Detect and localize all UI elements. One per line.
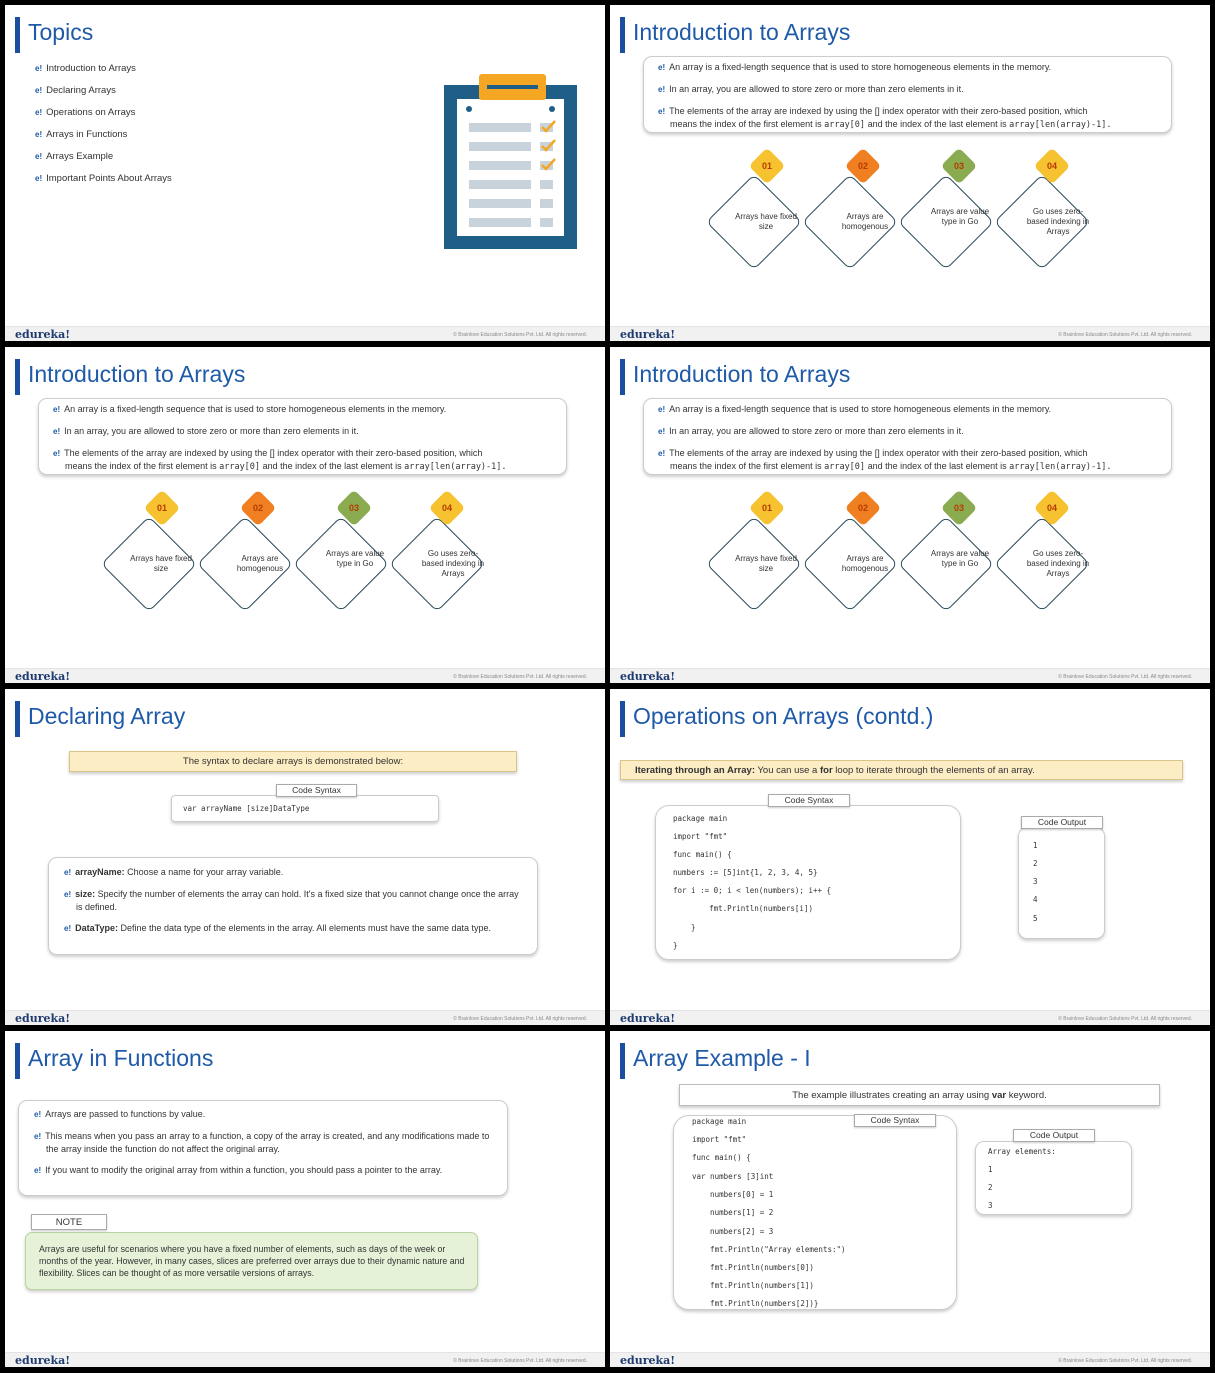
slide-topics (5, 5, 605, 341)
definition-item: e! size: Specify the number of elements the array can hold. It's a fixed size that you cannot change once the array is defined. (64, 889, 519, 912)
code-line: fmt.Println("Array elements:") (692, 1245, 846, 1254)
edureka-logo: edureka! (15, 1012, 71, 1025)
slide-intro-1: Introduction to Arrays e! An array is a fixed-length sequence that is used to store homogeneous elements in the memory. e! In an array, you are allowed to store zero or more than zero elements in it. e! The elements of the array are indexed by using the [] index operator with their zero-based position, which means the index of the first element is array[0] and the index of the last element is array[len(array)-1]. 01 02 03 04 Arrays have fixed size Arrays are homogenous Arrays are value type in Go Go uses zero-based indexing in Arrays edureka! © Brainlove Education Solutions Pvt. Ltd. All rights reserved. (610, 5, 1210, 341)
slide-title: Introduction to Arrays (633, 19, 851, 45)
diamond-label: Go uses zero-based indexing in Arrays (421, 549, 485, 578)
footer: edureka! © Brainlove Education Solutions Pvt. Ltd. All rights reserved. (5, 1352, 605, 1367)
bullet: e! This means when you pass an array to a function, a copy of the array is created, and any modifications made to the array inside the function do not affect the original array. (34, 1131, 490, 1154)
footer: edureka! © Brainlove Education Solutions Pvt. Ltd. All rights reserved. (5, 1010, 605, 1025)
bullet: e! In an array, you are allowed to store zero or more than zero elements in it. (658, 84, 964, 94)
bullet: e! Arrays are passed to functions by value. (34, 1109, 206, 1119)
code-line: numbers[0] = 1 (692, 1190, 774, 1199)
footer: edureka! © Brainlove Education Solutions Pvt. Ltd. All rights reserved. (5, 668, 605, 683)
diamond-label: Arrays have fixed size (735, 554, 797, 573)
footer: edureka! © Brainlove Education Solutions Pvt. Ltd. All rights reserved. (610, 326, 1210, 341)
edureka-logo: edureka! (15, 1354, 71, 1367)
topic-item: e! Arrays in Functions (35, 129, 128, 140)
bullet: e! An array is a fixed-length sequence that is used to store homogeneous elements in the memory. (658, 62, 1052, 72)
diamond-label: Go uses zero-based indexing in Arrays (1026, 549, 1090, 578)
output-line: Array elements: (988, 1147, 1056, 1156)
diamond-label: Arrays are value type in Go (930, 207, 990, 226)
bullet: e! An array is a fixed-length sequence that is used to store homogeneous elements in the memory. (53, 404, 447, 414)
diamond-label: Arrays have fixed size (735, 212, 797, 231)
title-bar (15, 359, 20, 395)
code-syntax-tab: Code Syntax (768, 794, 850, 807)
code-line: package main (673, 814, 728, 823)
footer: edureka! © Brainlove Education Solutions Pvt. Ltd. All rights reserved. (610, 668, 1210, 683)
code-output-tab: Code Output (1013, 1129, 1095, 1142)
edureka-logo: edureka! (620, 1354, 676, 1367)
code-line: fmt.Println(numbers[2])} (692, 1299, 819, 1308)
code-line: import "fmt" (673, 832, 728, 841)
output-line: 5 (1033, 914, 1038, 923)
slide-title: Introduction to Arrays (633, 361, 851, 387)
slide-intro-3: Introduction to Arrays e! An array is a fixed-length sequence that is used to store homogeneous elements in the memory. e! In an array, you are allowed to store zero or more than zero elements in it. e! The elements of the array are indexed by using the [] index operator with their zero-based position, which means the index of the first element is array[0] and the index of the last element is array[len(array)-1]. 01 02 03 04 Arrays have fixed size Arrays are homogenous Arrays are value type in Go Go uses zero-based indexing in Arrays edureka! © Brainlove Education Solutions Pvt. Ltd. All rights reserved. (610, 347, 1210, 683)
note-tab: NOTE (31, 1214, 107, 1230)
footer: edureka! © Brainlove Education Solutions Pvt. Ltd. All rights reserved. (5, 326, 605, 341)
diamond-label: Arrays are homogenous (236, 554, 284, 573)
code-line: fmt.Println(numbers[i]) (673, 904, 813, 913)
code-line: } (673, 923, 696, 932)
bullet: e! In an array, you are allowed to store zero or more than zero elements in it. (658, 426, 964, 436)
iterating-callout: Iterating through an Array: You can use a for loop to iterate through the elements of an array. (620, 760, 1183, 780)
edureka-logo: edureka! (620, 670, 676, 683)
bullet: e! An array is a fixed-length sequence that is used to store homogeneous elements in the memory. (658, 404, 1052, 414)
bullet: e! The elements of the array are indexed by using the [] index operator with their zero-based position, which means the index of the first element is array[0] and the index of the last element is array[len(array)-1]. (53, 448, 507, 472)
edureka-logo: edureka! (15, 328, 71, 341)
title-bar (620, 17, 625, 53)
slide-title: Topics (28, 19, 94, 45)
note-text: Arrays are useful for scenarios where you have a fixed number of elements, such as days of the week or months of the year. However, in many cases, slices are preferred over arrays due to their dynamic nature and flexibility. Slices can be thought of as more versatile versions of arrays. (39, 1244, 465, 1278)
slide-operations (610, 689, 1210, 1025)
code-line: var arrayName [size]DataType (183, 804, 310, 813)
bullet: e! If you want to modify the original array from within a function, you should pass a pointer to the array. (34, 1165, 443, 1175)
title-bar (15, 701, 20, 737)
slide-title: Introduction to Arrays (28, 361, 246, 387)
output-line: 1 (988, 1165, 993, 1174)
title-bar (620, 359, 625, 395)
code-line: numbers[2] = 3 (692, 1227, 774, 1236)
topic-item: e! Operations on Arrays (35, 107, 136, 118)
clipboard-checklist-icon (443, 73, 578, 251)
code-line: numbers[1] = 2 (692, 1208, 774, 1217)
bullet: e! The elements of the array are indexed by using the [] index operator with their zero-based position, which means the index of the first element is array[0] and the index of the last element is array[len(array)-1]. (658, 106, 1112, 130)
output-line: 2 (1033, 859, 1038, 868)
definition-item: e! DataType: Define the data type of the elements in the array. All elements must have the same data type. (64, 923, 492, 933)
code-syntax-tab: Code Syntax (276, 784, 357, 797)
diamond-label: Arrays have fixed size (130, 554, 192, 573)
topic-item: e! Declaring Arrays (35, 85, 116, 96)
code-line: func main() { (673, 850, 732, 859)
edureka-logo: edureka! (620, 328, 676, 341)
output-line: 4 (1033, 895, 1038, 904)
code-line: func main() { (692, 1153, 751, 1162)
slide-title: Array Example - I (633, 1045, 811, 1071)
topic-item: e! Introduction to Arrays (35, 63, 136, 74)
definition-item: e! arrayName: Choose a name for your array variable. (64, 867, 284, 877)
code-line: fmt.Println(numbers[0]) (692, 1263, 814, 1272)
diamond-label: Arrays are value type in Go (930, 549, 990, 568)
bullet: e! The elements of the array are indexed by using the [] index operator with their zero-based position, which means the index of the first element is array[0] and the index of the last element is array[len(array)-1]. (658, 448, 1112, 472)
code-line: } (673, 941, 678, 950)
code-syntax-tab: Code Syntax (854, 1114, 936, 1127)
code-box (655, 805, 961, 960)
slide-title: Declaring Array (28, 703, 186, 729)
footer: edureka! © Brainlove Education Solutions Pvt. Ltd. All rights reserved. (610, 1352, 1210, 1367)
topic-item: e! Arrays Example (35, 151, 114, 162)
topic-item: e! Important Points About Arrays (35, 173, 172, 184)
edureka-logo: edureka! (620, 1012, 676, 1025)
title-bar (15, 1043, 20, 1079)
title-bar (620, 701, 625, 737)
slide-title: Operations on Arrays (contd.) (633, 703, 934, 729)
slide-intro-2: Introduction to Arrays e! An array is a fixed-length sequence that is used to store homogeneous elements in the memory. e! In an array, you are allowed to store zero or more than zero elements in it. e! The elements of the array are indexed by using the [] index operator with their zero-based position, which means the index of the first element is array[0] and the index of the last element is array[len(array)-1]. 01 02 03 04 Arrays have fixed size Arrays are homogenous Arrays are value type in Go Go uses zero-based indexing in Arrays edureka! © Brainlove Education Solutions Pvt. Ltd. All rights reserved. (5, 347, 605, 683)
code-line: for i := 0; i < len(numbers); i++ { (673, 886, 832, 895)
diamond-label: Go uses zero-based indexing in Arrays (1026, 207, 1090, 236)
slide-array-example (610, 1031, 1210, 1367)
slide-title: Array in Functions (28, 1045, 214, 1071)
output-line: 1 (1033, 841, 1038, 850)
slide-declaring-array (5, 689, 605, 1025)
output-line: 3 (988, 1201, 993, 1210)
code-line: var numbers [3]int (692, 1172, 774, 1181)
output-line: 3 (1033, 877, 1038, 886)
code-output-tab: Code Output (1021, 816, 1103, 829)
code-line: numbers := [5]int{1, 2, 3, 4, 5} (673, 868, 818, 877)
diamond-label: Arrays are homogenous (841, 212, 889, 231)
slide-array-in-functions (5, 1031, 605, 1367)
title-bar (15, 17, 20, 53)
code-line: package main (692, 1117, 747, 1126)
output-line: 2 (988, 1183, 993, 1192)
title-bar (620, 1043, 625, 1079)
diamond-label: Arrays are value type in Go (325, 549, 385, 568)
edureka-logo: edureka! (15, 670, 71, 683)
output-box (1018, 827, 1105, 939)
code-line: fmt.Println(numbers[1]) (692, 1281, 814, 1290)
bullet: e! In an array, you are allowed to store zero or more than zero elements in it. (53, 426, 359, 436)
footer: edureka! © Brainlove Education Solutions Pvt. Ltd. All rights reserved. (610, 1010, 1210, 1025)
diamond-label: Arrays are homogenous (841, 554, 889, 573)
example-callout: The example illustrates creating an array using var keyword. (679, 1084, 1160, 1106)
code-line: import "fmt" (692, 1135, 747, 1144)
syntax-callout: The syntax to declare arrays is demonstrated below: (69, 751, 517, 772)
